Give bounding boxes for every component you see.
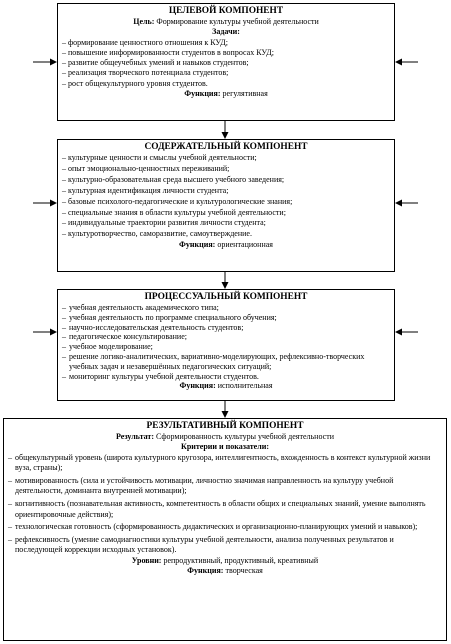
function-line	[62, 89, 390, 99]
function-line	[62, 381, 390, 391]
list-item: – культуротворчество, саморазвитие, самоутверждение.	[62, 229, 390, 240]
process-list	[62, 303, 390, 381]
function-text: творческая	[225, 566, 263, 576]
result-label: Результат:	[116, 432, 155, 441]
function-text: регулятивная	[222, 89, 268, 99]
list-item: – опыт эмоционально-ценностных переживаний;	[62, 164, 390, 175]
levels-text: репродуктивный, продуктивный, креативный	[163, 555, 319, 565]
criteria-list	[8, 453, 442, 556]
list-item: – рост общекультурного уровня студентов.	[62, 79, 390, 89]
list-item: – культурно-образовательная среда высшего учебного заведения;	[62, 175, 390, 186]
function-label: Функция:	[187, 566, 224, 576]
list-item: – когнитивность (познавательная активность, компетентность в области общих и специальных знаний, умение выполнять ориентировочные действия);	[8, 499, 442, 520]
process-component-title: ПРОЦЕССУАЛЬНЫЙ КОМПОНЕНТ	[144, 292, 308, 302]
process-component-box	[57, 289, 395, 401]
list-item: – рефлексивность (умение самодиагностики культуры учебной деятельности, анализа полученных результатов и последующей коррекции исходных установок).	[8, 535, 442, 556]
list-item: – реализация творческого потенциала студентов;	[62, 68, 390, 78]
content-list	[62, 153, 390, 240]
levels-line	[8, 556, 442, 566]
list-item: – научно-исследовательская деятельность студентов;	[62, 323, 390, 333]
list-item: – общекультурный уровень (широта культурного кругозора, интеллигентность, вхожденность в контекст культурной жизни вуза, страны);	[8, 453, 442, 474]
list-item: – специальные знания в области культуры учебной деятельности;	[62, 208, 390, 219]
list-item: – формирование ценностного отношения к КУД;	[62, 38, 390, 48]
list-item: – культурная идентификация личности студента;	[62, 186, 390, 197]
list-item: – учебное моделирование;	[62, 342, 390, 352]
goal-text: Формирование культуры учебной деятельности	[156, 17, 319, 26]
target-component-title: ЦЕЛЕВОЙ КОМПОНЕНТ	[168, 6, 284, 16]
tasks-list	[62, 38, 390, 89]
target-component-box	[57, 3, 395, 121]
criteria-title: Критерии и показатели:	[181, 442, 269, 452]
list-item: – технологическая готовность (сформированность дидактических и организационно-планирующих умений и навыков);	[8, 522, 442, 533]
function-text: исполнительная	[217, 381, 273, 391]
content-component-box	[57, 139, 395, 272]
result-text: Сформированность культуры учебной деятельности	[156, 432, 334, 441]
list-item: – мотивированность (сила и устойчивость мотивации, личностно значимая направленность на культуру учебной деятельности, доминанта внутренней мотивации);	[8, 476, 442, 497]
list-item: – учебная деятельность по программе специального обучения;	[62, 313, 390, 323]
list-item: – индивидуальные траектории развития личности студента;	[62, 218, 390, 229]
result-line	[8, 432, 442, 442]
list-item: – развитие общеучебных умений и навыков студентов;	[62, 58, 390, 68]
list-item: – базовые психолого-педагогические и культурологические знания;	[62, 197, 390, 208]
list-item: – решение логико-аналитических, вариативно-моделирующих, рефлексивно-творческих учебных задач и незавершённых педагогических ситуаций;	[62, 352, 390, 372]
list-item: – учебная деятельность академического типа;	[62, 303, 390, 313]
list-item: – культурные ценности и смыслы учебной деятельности;	[62, 153, 390, 164]
goal-line	[62, 17, 390, 27]
function-line	[8, 566, 442, 576]
goal-label: Цель:	[133, 17, 155, 26]
list-item: – повышение информированности студентов в вопросах КУД;	[62, 48, 390, 58]
function-label: Функция:	[179, 381, 216, 391]
function-line	[62, 240, 390, 250]
tasks-title: Задачи:	[212, 27, 240, 37]
function-text: ориентационная	[217, 240, 273, 250]
result-component-title: РЕЗУЛЬТАТИВНЫЙ КОМПОНЕНТ	[146, 421, 304, 431]
list-item: – педагогическое консультирование;	[62, 332, 390, 342]
list-item: – мониторинг культуры учебной деятельности студентов.	[62, 372, 390, 382]
levels-label: Уровни:	[131, 555, 162, 565]
result-component-box	[3, 418, 447, 641]
function-label: Функция:	[179, 240, 216, 250]
function-label: Функция:	[184, 89, 221, 99]
content-component-title: СОДЕРЖАТЕЛЬНЫЙ КОМПОНЕНТ	[144, 142, 308, 152]
